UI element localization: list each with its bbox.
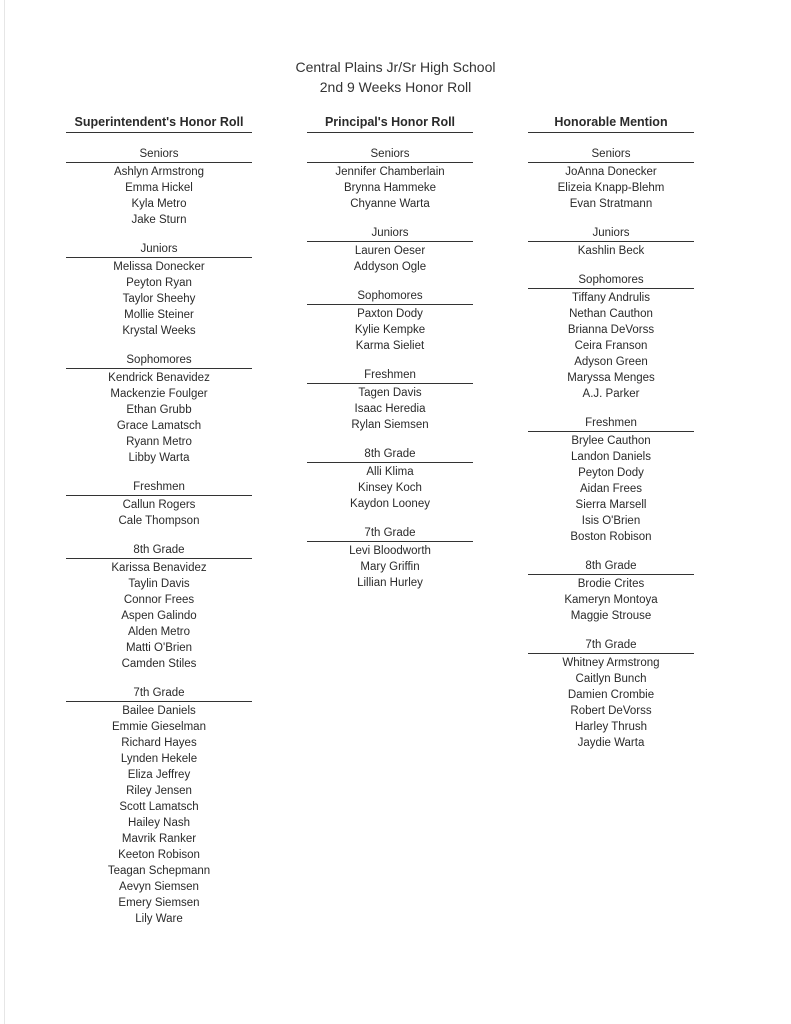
grade-heading: Juniors <box>307 226 473 242</box>
honor-roll-period: 2nd 9 Weeks Honor Roll <box>319 79 472 95</box>
student-name: Kameryn Montoya <box>564 594 658 606</box>
student-name: Richard Hayes <box>121 737 197 749</box>
grade-section <box>66 686 252 927</box>
student-name: Landon Daniels <box>571 451 651 463</box>
student-name: Paxton Dody <box>357 308 423 320</box>
student-name: Levi Bloodworth <box>349 545 431 557</box>
principals-honor-roll-column <box>307 114 473 591</box>
student-name: Mary Griffin <box>360 561 420 573</box>
student-name: Brylee Cauthon <box>571 435 651 447</box>
column-header: Honorable Mention <box>528 114 694 133</box>
grade-section <box>66 242 252 339</box>
grade-section <box>66 543 252 672</box>
student-name: Harley Thrush <box>574 721 647 733</box>
student-name: Karma Sieliet <box>355 340 425 352</box>
grade-heading: Juniors <box>66 242 252 258</box>
grade-heading: 8th Grade <box>528 559 694 575</box>
grade-heading: 7th Grade <box>528 638 694 654</box>
student-name: Isaac Heredia <box>354 403 426 415</box>
student-name: Ethan Grubb <box>126 404 192 416</box>
student-name: Matti O'Brien <box>125 642 193 654</box>
student-name: Kylie Kempke <box>354 324 426 336</box>
student-name: Sierra Marsell <box>575 499 647 511</box>
grade-heading: 8th Grade <box>66 543 252 559</box>
student-name: Nethan Cauthon <box>569 308 653 320</box>
grade-section <box>307 289 473 354</box>
student-name: Kashlin Beck <box>577 245 645 257</box>
grade-heading: 7th Grade <box>66 686 252 702</box>
student-name: Isis O'Brien <box>581 515 641 527</box>
grade-section <box>307 526 473 591</box>
student-name: Grace Lamatsch <box>116 420 202 432</box>
student-name: Boston Robison <box>570 531 652 543</box>
student-name: Aidan Frees <box>579 483 642 495</box>
grade-heading: Sophomores <box>528 273 694 289</box>
student-name: Whitney Armstrong <box>562 657 660 669</box>
student-name: Jaydie Warta <box>577 737 645 749</box>
grade-heading: Freshmen <box>528 416 694 432</box>
student-name: Keeton Robison <box>118 849 200 861</box>
student-name: Scott Lamatsch <box>119 801 199 813</box>
student-name: Emma Hickel <box>125 182 193 194</box>
student-name: Addyson Ogle <box>353 261 427 273</box>
student-name: Lynden Hekele <box>120 753 198 765</box>
student-name: Callun Rogers <box>122 499 196 511</box>
student-name: Connor Frees <box>123 594 195 606</box>
student-name: Lillian Hurley <box>357 577 423 589</box>
student-name: Robert DeVorss <box>570 705 652 717</box>
student-name: Hailey Nash <box>128 817 190 829</box>
student-name: Bailee Daniels <box>122 705 196 717</box>
student-name: Emery Siemsen <box>118 897 200 909</box>
student-name: Camden Stiles <box>121 658 197 670</box>
student-name: Aevyn Siemsen <box>119 881 199 893</box>
student-name: Tiffany Andrulis <box>572 292 650 304</box>
grade-heading: Freshmen <box>66 480 252 496</box>
student-name: Caitlyn Bunch <box>575 673 647 685</box>
student-name: Brianna DeVorss <box>567 324 655 336</box>
student-name: JoAnna Donecker <box>565 166 657 178</box>
grade-section <box>528 559 694 624</box>
student-name: A.J. Parker <box>582 388 640 400</box>
student-name: Cale Thompson <box>118 515 200 527</box>
school-name: Central Plains Jr/Sr High School <box>295 59 496 75</box>
grade-section <box>307 226 473 275</box>
student-name: Damien Crombie <box>567 689 655 701</box>
student-name: Mavrik Ranker <box>121 833 197 845</box>
grade-section <box>528 226 694 259</box>
student-name: Mollie Steiner <box>124 309 194 321</box>
grade-section <box>66 353 252 466</box>
student-name: Jennifer Chamberlain <box>335 166 445 178</box>
honorable-mention-column <box>528 114 694 751</box>
superintendents-honor-roll-column <box>66 114 252 927</box>
student-name: Libby Warta <box>128 452 190 464</box>
student-name: Tagen Davis <box>358 387 422 399</box>
student-name: Rylan Siemsen <box>351 419 429 431</box>
grade-heading: Sophomores <box>66 353 252 369</box>
student-name: Aspen Galindo <box>121 610 197 622</box>
grade-section <box>307 147 473 212</box>
grade-heading: Juniors <box>528 226 694 242</box>
student-name: Alden Metro <box>127 626 190 638</box>
student-name: Ashlyn Armstrong <box>113 166 205 178</box>
student-name: Peyton Ryan <box>126 277 192 289</box>
student-name: Lily Ware <box>135 913 183 925</box>
student-name: Ceira Franson <box>574 340 648 352</box>
document-title <box>0 57 791 97</box>
grade-heading: 8th Grade <box>307 447 473 463</box>
column-header: Superintendent's Honor Roll <box>66 114 252 133</box>
student-name: Alli Klima <box>366 466 414 478</box>
student-name: Jake Sturn <box>131 214 187 226</box>
grade-heading: Sophomores <box>307 289 473 305</box>
student-name: Ryann Metro <box>126 436 192 448</box>
grade-heading: Seniors <box>307 147 473 163</box>
grade-heading: Seniors <box>528 147 694 163</box>
grade-section <box>307 447 473 512</box>
student-name: Maggie Strouse <box>570 610 652 622</box>
grade-section <box>66 480 252 529</box>
student-name: Melissa Donecker <box>113 261 205 273</box>
student-name: Taylor Sheehy <box>122 293 196 305</box>
student-name: Brynna Hammeke <box>343 182 437 194</box>
scan-edge <box>4 0 5 1024</box>
student-name: Lauren Oeser <box>354 245 426 257</box>
student-name: Kyla Metro <box>131 198 187 210</box>
student-name: Elizeia Knapp-Blehm <box>557 182 665 194</box>
student-name: Karissa Benavidez <box>111 562 207 574</box>
student-name: Evan Stratmann <box>569 198 653 210</box>
student-name: Kaydon Looney <box>350 498 430 510</box>
student-name: Brodie Crites <box>577 578 645 590</box>
student-name: Chyanne Warta <box>350 198 430 210</box>
student-name: Teagan Schepmann <box>107 865 211 877</box>
student-name: Mackenzie Foulger <box>110 388 208 400</box>
student-name: Emmie Gieselman <box>112 721 206 733</box>
column-header: Principal's Honor Roll <box>307 114 473 133</box>
grade-section <box>528 638 694 751</box>
grade-heading: 7th Grade <box>307 526 473 542</box>
grade-section <box>307 368 473 433</box>
student-name: Maryssa Menges <box>567 372 655 384</box>
student-name: Kendrick Benavidez <box>108 372 210 384</box>
student-name: Eliza Jeffrey <box>127 769 191 781</box>
student-name: Riley Jensen <box>126 785 192 797</box>
grade-section <box>66 147 252 228</box>
student-name: Adyson Green <box>574 356 648 368</box>
grade-section <box>528 273 694 402</box>
grade-heading: Freshmen <box>307 368 473 384</box>
grade-heading: Seniors <box>66 147 252 163</box>
grade-section <box>528 147 694 212</box>
student-name: Peyton Dody <box>578 467 644 479</box>
student-name: Krystal Weeks <box>122 325 196 337</box>
student-name: Kinsey Koch <box>358 482 422 494</box>
student-name: Taylin Davis <box>128 578 190 590</box>
grade-section <box>528 416 694 545</box>
